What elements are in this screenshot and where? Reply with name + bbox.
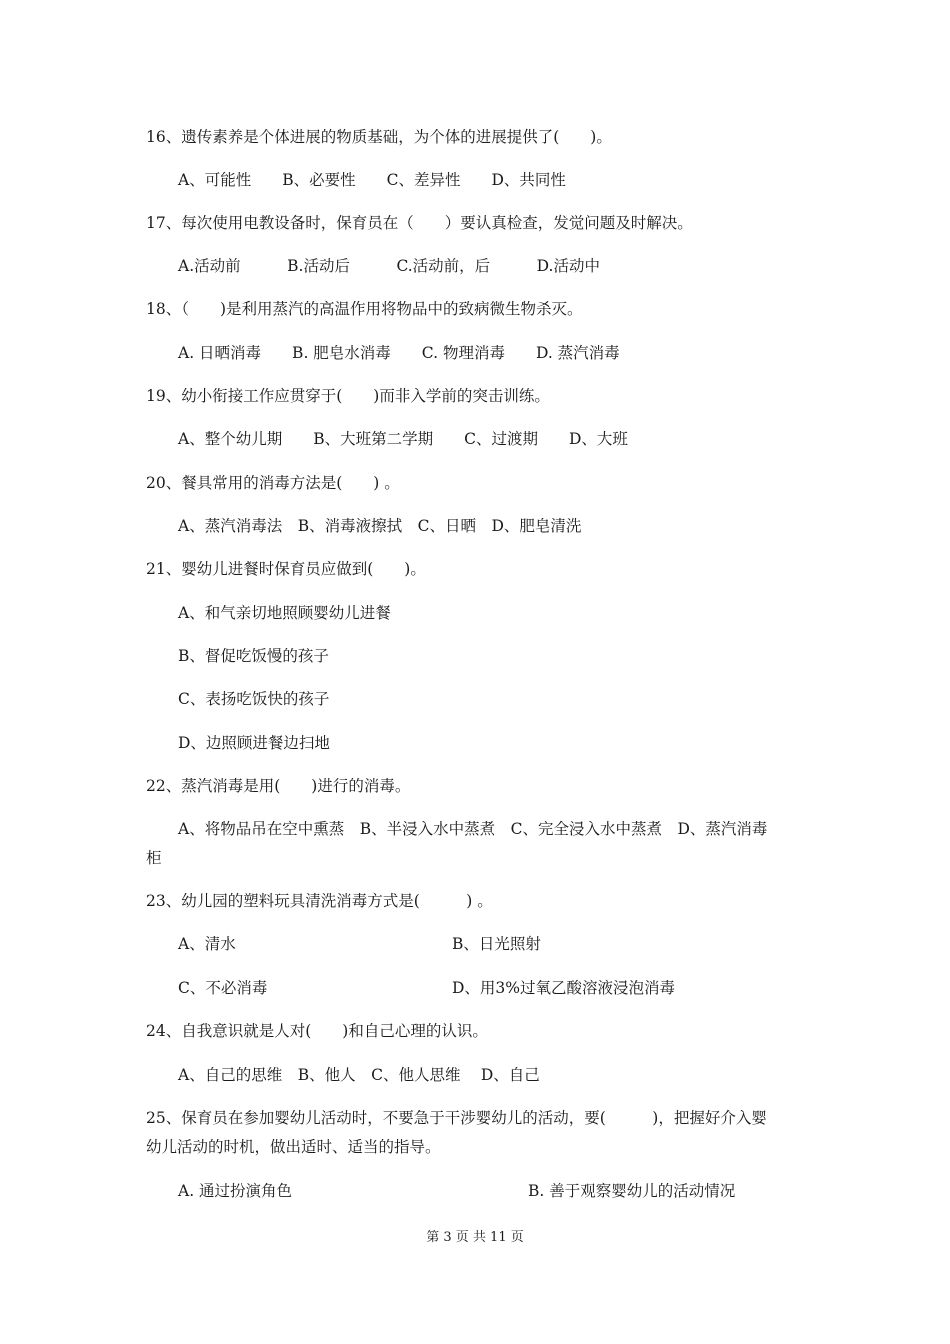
question-21-option-b: B、督促吃饭慢的孩子: [178, 647, 329, 665]
question-23-option-d: D、用3%过氧乙酸溶液浸泡消毒: [452, 979, 676, 997]
question-25-option-b: B. 善于观察婴幼儿的活动情况: [528, 1182, 736, 1200]
question-17-options: A.活动前 B.活动后 C.活动前，后 D.活动中: [178, 257, 600, 275]
question-19-stem: 19、幼小衔接工作应贯穿于( )而非入学前的突击训练。: [146, 387, 550, 405]
question-25-stem-line1: 25、保育员在参加婴幼儿活动时，不要急于干涉婴幼儿的活动，要( )，把握好介入婴: [146, 1109, 767, 1127]
page-footer: 第 3 页 共 11 页: [426, 1230, 524, 1245]
question-21-option-d: D、边照顾进餐边扫地: [178, 734, 330, 752]
question-24-options: A、自己的思维 B、他人 C、他人思维 D、自己: [178, 1066, 540, 1084]
question-22-stem: 22、蒸汽消毒是用( )进行的消毒。: [146, 777, 411, 795]
question-18-options: A. 日晒消毒 B. 肥皂水消毒 C. 物理消毒 D. 蒸汽消毒: [178, 344, 620, 362]
question-23-stem: 23、幼儿园的塑料玩具清洗消毒方式是( ) 。: [146, 892, 493, 910]
question-23-option-c: C、不必消毒: [178, 979, 268, 997]
question-19-options: A、整个幼儿期 B、大班第二学期 C、过渡期 D、大班: [178, 430, 628, 448]
question-21-option-a: A、和气亲切地照顾婴幼儿进餐: [178, 604, 391, 622]
question-23-option-a: A、清水: [178, 935, 236, 953]
question-20-stem: 20、餐具常用的消毒方法是( ) 。: [146, 474, 400, 492]
question-22-options-line1: A、将物品吊在空中熏蒸 B、半浸入水中蒸煮 C、完全浸入水中蒸煮 D、蒸汽消毒: [178, 820, 768, 838]
question-25-stem-line2: 幼儿活动的时机，做出适时、适当的指导。: [146, 1138, 441, 1156]
question-23-option-b: B、日光照射: [452, 935, 541, 953]
question-18-stem: 18、（ )是利用蒸汽的高温作用将物品中的致病微生物杀灭。: [146, 300, 583, 318]
question-24-stem: 24、自我意识就是人对( )和自己心理的认识。: [146, 1022, 488, 1040]
question-21-option-c: C、表扬吃饭快的孩子: [178, 690, 330, 708]
question-17-stem: 17、每次使用电教设备时，保育员在（ ）要认真检查，发觉问题及时解决。: [146, 214, 693, 232]
question-16-stem: 16、遗传素养是个体进展的物质基础，为个体的进展提供了( )。: [146, 128, 612, 146]
question-25-option-a: A. 通过扮演角色: [178, 1182, 293, 1200]
question-20-options: A、蒸汽消毒法 B、消毒液擦拭 C、日晒 D、肥皂清洗: [178, 517, 582, 535]
question-16-options: A、可能性 B、必要性 C、差异性 D、共同性: [178, 171, 566, 189]
question-21-stem: 21、婴幼儿进餐时保育员应做到( )。: [146, 560, 426, 578]
question-22-options-line2: 柜: [146, 849, 162, 867]
